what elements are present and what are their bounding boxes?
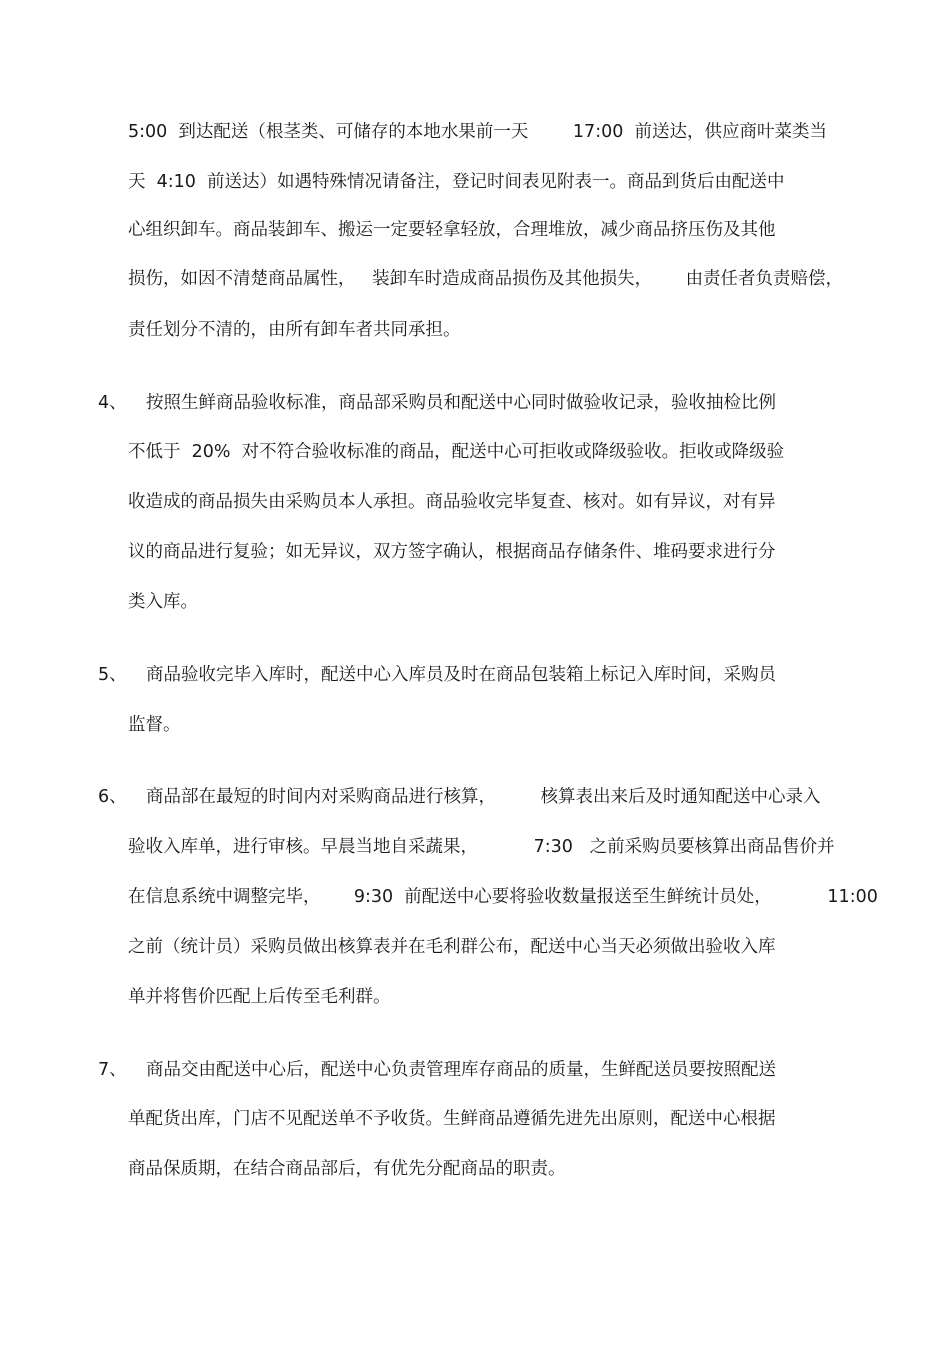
text-line: 在信息系统中调整完毕， 9:30 前配送中心要将验收数量报送至生鲜统计员处， 11:00 [128, 887, 878, 907]
text-line: 收造成的商品损失由采购员本人承担。商品验收完毕复查、核对。如有异议，对有异 [128, 492, 776, 512]
text-line: 责任划分不清的，由所有卸车者共同承担。 [128, 320, 461, 340]
item-number: 5、 [98, 665, 127, 685]
text-line: 商品部在最短的时间内对采购商品进行核算， 核算表出来后及时通知配送中心录入 [146, 787, 821, 807]
text-line: 5:00 到达配送（根茎类、可储存的本地水果前一天 17:00 前送达，供应商叶菜类当 [128, 122, 827, 142]
text-line: 损伤，如因不清楚商品属性， 装卸车时造成商品损伤及其他损失， 由责任者负责赔偿， [128, 269, 844, 289]
text-line: 议的商品进行复验；如无异议，双方签字确认，根据商品存储条件、堆码要求进行分 [128, 542, 776, 562]
item-number: 7、 [98, 1060, 127, 1080]
text-line: 类入库。 [128, 592, 198, 612]
text-line: 验收入库单，进行审核。早晨当地自采蔬果， 7:30 之前采购员要核算出商品售价并 [128, 837, 835, 857]
text-line: 监督。 [128, 715, 181, 735]
item-number: 4、 [98, 393, 127, 413]
text-line: 单并将售价匹配上后传至毛利群。 [128, 987, 391, 1007]
text-line: 商品保质期，在结合商品部后，有优先分配商品的职责。 [128, 1159, 566, 1179]
text-line: 之前（统计员）采购员做出核算表并在毛利群公布，配送中心当天必须做出验收入库 [128, 937, 776, 957]
item-number: 6、 [98, 787, 127, 807]
text-line: 单配货出库，门店不见配送单不予收货。生鲜商品遵循先进先出原则，配送中心根据 [128, 1109, 776, 1129]
text-line: 心组织卸车。商品装卸车、搬运一定要轻拿轻放，合理堆放，减少商品挤压伤及其他 [128, 220, 776, 240]
text-line: 按照生鲜商品验收标准，商品部采购员和配送中心同时做验收记录，验收抽检比例 [146, 393, 776, 413]
text-line: 天 4:10 前送达）如遇特殊情况请备注，登记时间表见附表一。商品到货后由配送中 [128, 172, 785, 192]
text-line: 商品交由配送中心后，配送中心负责管理库存商品的质量，生鲜配送员要按照配送 [146, 1060, 776, 1080]
text-line: 商品验收完毕入库时，配送中心入库员及时在商品包装箱上标记入库时间，采购员 [146, 665, 776, 685]
text-line: 不低于 20% 对不符合验收标准的商品，配送中心可拒收或降级验收。拒收或降级验 [128, 442, 785, 462]
